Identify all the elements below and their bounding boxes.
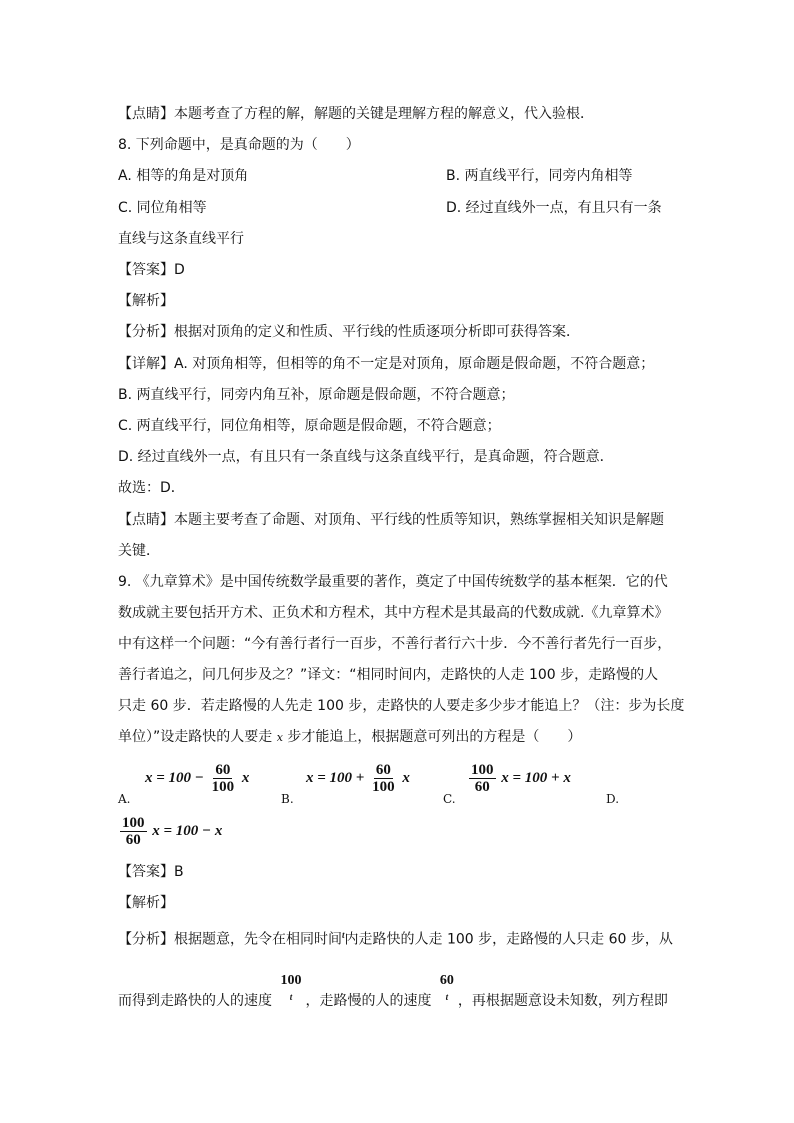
option-d-rhs: x = 100 − x <box>152 822 223 839</box>
question-9-line6 <box>118 727 581 748</box>
dianjing-8-line2: 关键． <box>118 543 160 559</box>
fast-speed-fraction <box>278 973 303 1005</box>
dianjing-q7: 【点睛】本题考查了方程的解，解题的关键是理解方程的解意义，代入验根． <box>118 106 594 122</box>
option-d-numerator: 100 <box>122 815 145 831</box>
option-b-var: x <box>402 769 410 786</box>
dianjing-8-line1: 【点睛】本题主要考查了命题、对顶角、平行线的性质等知识，熟练掌握相关知识是解题 <box>118 512 664 528</box>
option-a-var: x <box>241 769 250 786</box>
fenxi-9-line2-mid: ，走路慢的人的速度 <box>305 993 432 1009</box>
option-a-fraction <box>210 762 237 795</box>
option-c-fraction <box>469 762 496 795</box>
question-9-line3: 中有这样一个问题：“今有善行者行一百步，不善行者行六十步．今不善行者先行一百步， <box>118 636 672 652</box>
option-c-rhs: x = 100 + x <box>501 769 571 786</box>
option-a-denominator: 100 <box>211 779 235 795</box>
fenxi-8: 【分析】根据对顶角的定义和性质、平行线的性质逐项分析即可获得答案． <box>118 324 580 340</box>
question-9-line6-post: 步才能追上，根据题意可列出的方程是（ ） <box>282 729 582 745</box>
slow-speed-fraction <box>438 973 456 1005</box>
fenxi-9-line2-post: ，再根据题意设未知数，列方程即 <box>457 993 668 1009</box>
jiexi-8-heading: 【解析】 <box>118 293 174 309</box>
xiangjie-8-b: B. 两直线平行，同旁内角互补，原命题是假命题，不符合题意； <box>118 387 515 403</box>
option-d-fraction <box>120 815 147 848</box>
question-8-option-a: A. 相等的角是对顶角 <box>118 168 249 184</box>
option-b-lhs: x = 100 + <box>306 769 365 786</box>
question-9-line2: 数成就主要包括开方术、正负术和方程术，其中方程术是其最高的代数成就.《九章算术》 <box>118 605 669 621</box>
option-c-formula <box>467 762 571 795</box>
option-a-numerator: 60 <box>215 762 231 778</box>
slow-speed-numerator: 60 <box>439 973 454 988</box>
option-c-numerator: 100 <box>471 762 494 778</box>
variable-x: x <box>276 731 283 744</box>
fenxi-9-line1-post: 内走路快的人走 100 步，走路慢的人只走 60 步，从 <box>344 931 673 948</box>
option-a-lhs: x = 100 − <box>145 769 204 786</box>
slow-speed-denominator: t <box>445 992 449 1002</box>
option-b-label: B. <box>281 792 294 806</box>
fast-speed-denominator: t <box>289 992 293 1002</box>
option-b-denominator: 100 <box>372 779 395 795</box>
question-9-line1: 9. 《九章算术》是中国传统数学最重要的著作，奠定了中国传统数学的基本框架．它的代 <box>118 574 668 590</box>
question-9-line5: 只走 60 步．若走路慢的人先走 100 步，走路快的人要走多少步才能追上？（注：步为长度 <box>118 698 685 714</box>
fenxi-9-line1-pre: 【分析】根据题意，先令在相同时间 <box>118 931 342 948</box>
fast-speed-numerator: 100 <box>280 973 302 988</box>
guxuan-8: 故选：D． <box>118 480 185 496</box>
fenxi-9-line2-pre: 而得到走路快的人的速度 <box>118 993 272 1009</box>
question-8-option-b: B. 两直线平行，同旁内角相等 <box>446 168 633 184</box>
option-d-formula <box>118 815 222 848</box>
answer-9: 【答案】B <box>118 864 184 880</box>
option-c-label: C. <box>443 792 456 806</box>
question-8-option-d-continued: 直线与这条直线平行 <box>118 231 244 247</box>
fenxi-9-line2 <box>118 973 668 1017</box>
option-d-denominator: 60 <box>125 832 141 848</box>
xiangjie-8-a: 【详解】A. 对顶角相等，但相等的角不一定是对顶角，原命题是假命题，不符合题意； <box>118 356 655 372</box>
question-8-stem: 8. 下列命题中，是真命题的为（ ） <box>118 137 360 153</box>
fenxi-9-line1 <box>118 925 673 950</box>
option-d-label: D. <box>606 792 620 806</box>
option-a-label: A. <box>118 792 131 806</box>
variable-t: t <box>342 930 345 940</box>
xiangjie-8-d: D. 经过直线外一点，有且只有一条直线与这条直线平行，是真命题，符合题意． <box>118 449 614 465</box>
question-8-option-d: D. 经过直线外一点，有且只有一条 <box>446 200 662 216</box>
answer-8: 【答案】D <box>118 262 185 278</box>
option-c-denominator: 60 <box>474 779 490 795</box>
option-a-formula <box>145 762 249 795</box>
question-9-line4: 善行者追之，问几何步及之？”译文：“相同时间内，走路快的人走 100 步，走路慢的人 <box>118 667 659 683</box>
question-8-option-c: C. 同位角相等 <box>118 200 207 216</box>
option-b-numerator: 60 <box>375 762 391 778</box>
option-b-fraction <box>370 762 397 795</box>
option-b-formula <box>306 762 410 795</box>
xiangjie-8-c: C. 两直线平行，同位角相等，原命题是假命题，不符合题意； <box>118 418 501 434</box>
question-9-line6-pre: 单位）”设走路快的人要走 <box>118 729 277 745</box>
jiexi-9-heading: 【解析】 <box>118 895 174 911</box>
